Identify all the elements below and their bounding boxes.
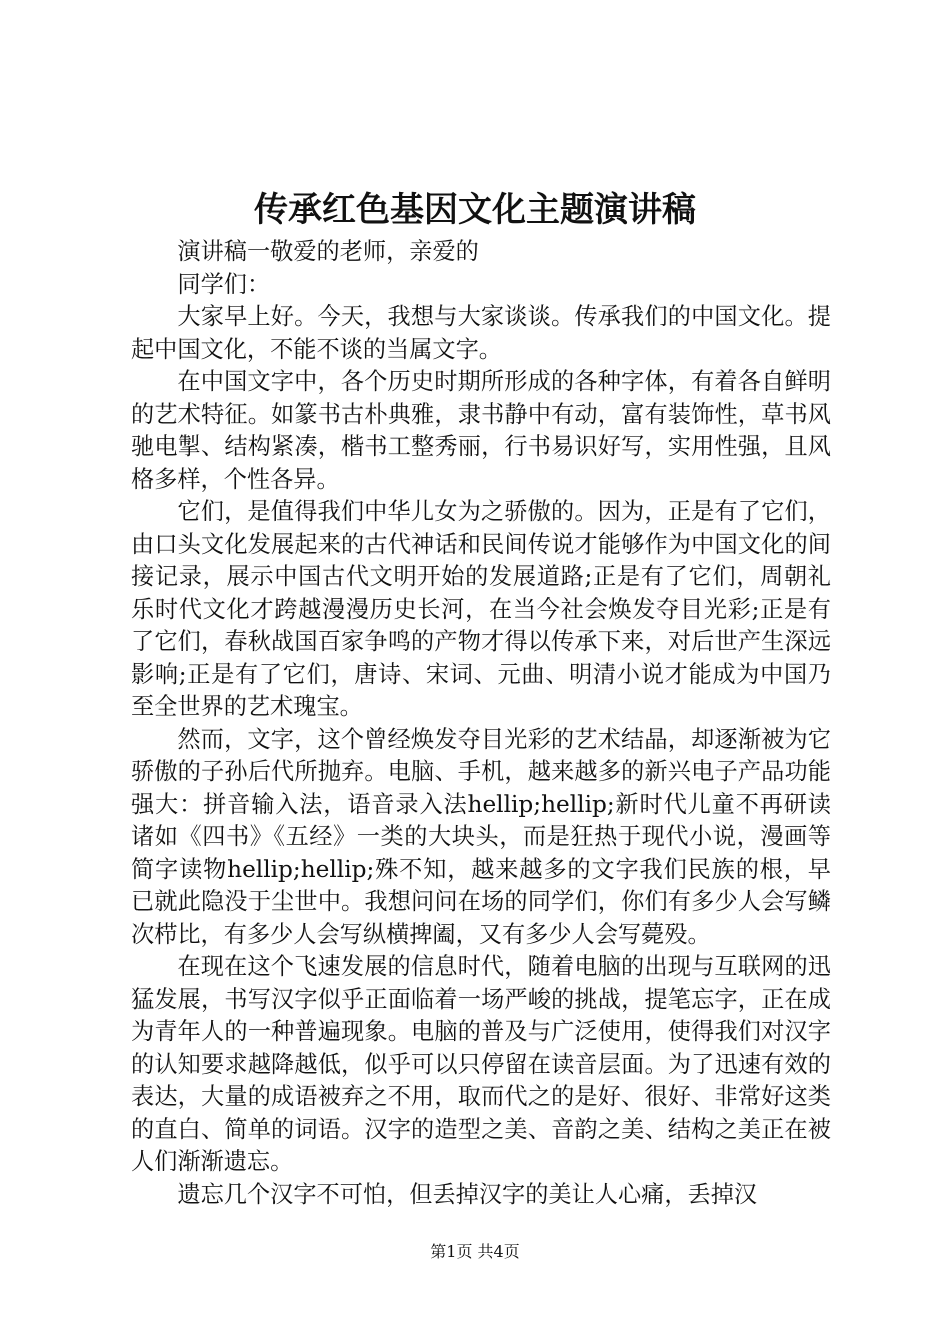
page-number-footer: 第1页 共4页 (430, 1242, 520, 1261)
paragraph: 它们，是值得我们中华儿女为之骄傲的。因为，正是有了它们，由口头文化发展起来的古代神话和民间传说才能够作为中国文化的间接记录，展示中国古代文明开始的发展道路;正是有了它们，周朝礼乐时代文化才跨越漫漫历史长河，在当今社会焕发夺目光彩;正是有了它们，春秋战国百家争鸣的产物才得以传承下来，对后世产生深远影响;正是有了它们，唐诗、宋词、元曲、明清小说才能成为中国乃至全世界的艺术瑰宝。 (131, 498, 831, 720)
paragraph: 在现在这个飞速发展的信息时代，随着电脑的出现与互联网的迅猛发展，书写汉字似乎正面临着一场严峻的挑战，提笔忘字，正在成为青年人的一种普遍现象。电脑的普及与广泛使用，使得我们对汉字的认知要求越降越低，似乎可以只停留在读音层面。为了迅速有效的表达，大量的成语被弃之不用，取而代之的是好、很好、非常好这类的直白、简单的词语。汉字的造型之美、音韵之美、结构之美正在被人们渐渐遗忘。 (131, 953, 831, 1175)
paragraph-salutation: 演讲稿一敬爱的老师，亲爱的 (177, 238, 479, 265)
document-title: 传承红色基因文化主题演讲稿 (254, 190, 696, 230)
paragraph: 大家早上好。今天，我想与大家谈谈。传承我们的中国文化。提起中国文化，不能不谈的当属文字。 (131, 303, 831, 363)
paragraph: 遗忘几个汉字不可怕，但丢掉汉字的美让人心痛，丢掉汉 (177, 1180, 758, 1208)
paragraph-salutation-continued: 同学们： (177, 270, 271, 298)
document-body (131, 236, 831, 1211)
paragraph: 然而，文字，这个曾经焕发夺目光彩的艺术结晶，却逐渐被为它骄傲的子孙后代所抛弃。电脑、手机，越来越多的新兴电子产品功能强大：拼音输入法，语音录入法hellip;hellip;新时代儿童不再研读诸如《四书》《五经》一类的大块头，而是狂热于现代小说，漫画等简字读物hellip;hellip;殊不知，越来越多的文字我们民族的根，早已就此隐没于尘世中。我想问问在场的同学们，你们有多少人会写鳞次栉比，有多少人会写纵横捭阖，又有多少人会写薨殁。 (131, 725, 831, 948)
paragraph: 在中国文字中，各个历史时期所形成的各种字体，有着各自鲜明的艺术特征。如篆书古朴典雅，隶书静中有动，富有装饰性，草书风驰电掣、结构紧凑，楷书工整秀丽，行书易识好写，实用性强，且风格多样，个性各异。 (131, 368, 831, 493)
